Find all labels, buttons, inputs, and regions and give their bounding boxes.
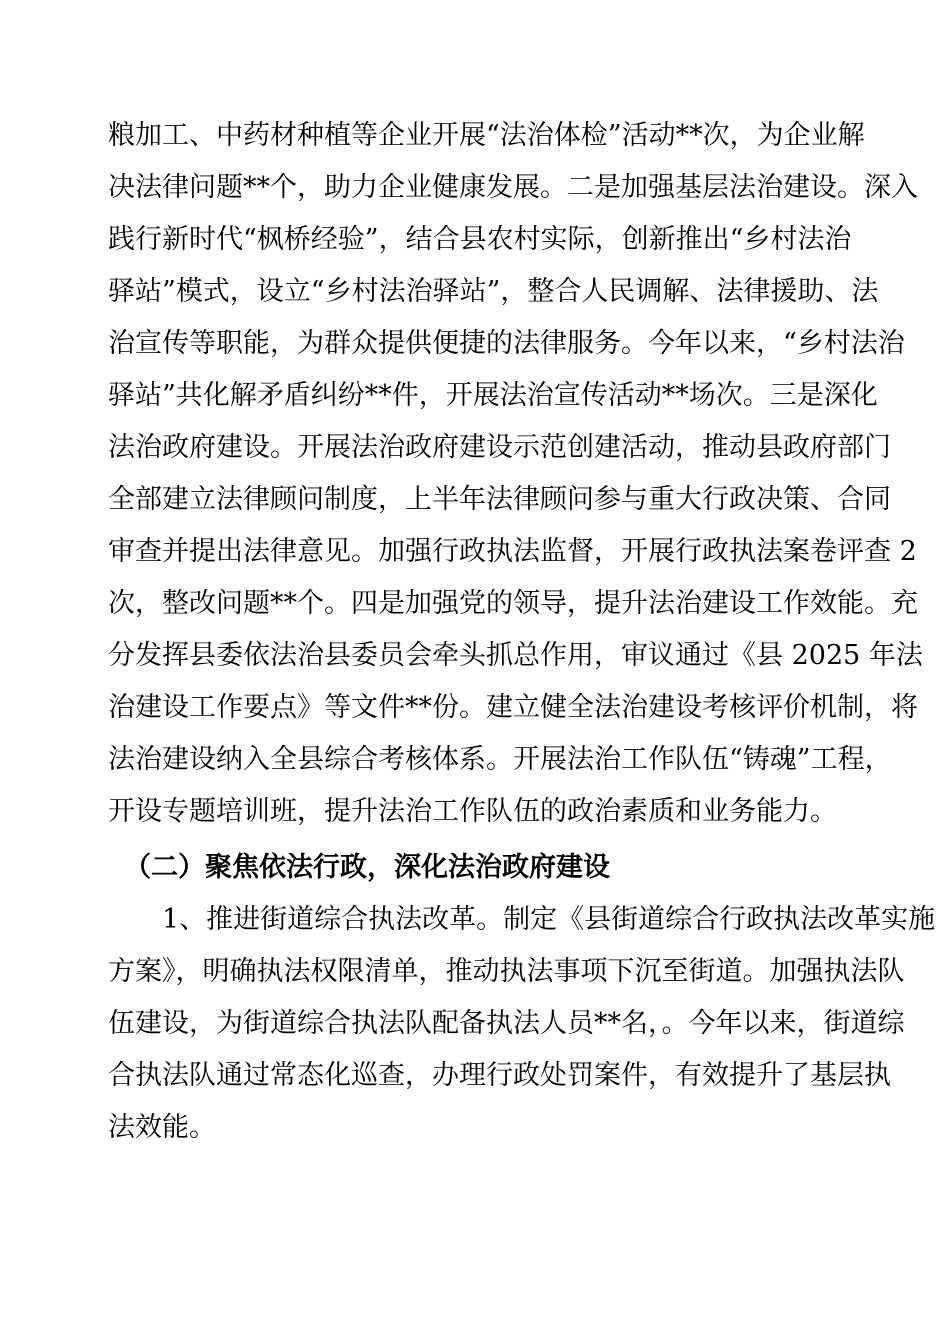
paragraph-1 xyxy=(108,110,923,838)
text-line: 法效能。 xyxy=(108,1112,216,1143)
text-line: 粮加工、中药材种植等企业开展“法治体检”活动**次，为企业解 xyxy=(108,120,865,151)
text-line: 开设专题培训班，提升法治工作队伍的政治素质和业务能力。 xyxy=(108,796,837,827)
text-line: 践行新时代“枫桥经验”，结合县农村实际，创新推出“乡村法治 xyxy=(108,224,852,255)
text-line: 审查并提出法律意见。加强行政执法监督，开展行政执法案卷评查 2 xyxy=(108,536,917,567)
text-line: 方案》，明确执法权限清单，推动执法事项下沉至街道。加强执法队 xyxy=(108,956,905,987)
text-line: 驿站”模式，设立“乡村法治驿站”，整合人民调解、法律援助、法 xyxy=(108,276,879,307)
text-line: 法治政府建设。开展法治政府建设示范创建活动，推动县政府部门 xyxy=(108,432,891,463)
text-line: 治建设工作要点》等文件**份。建立健全法治建设考核评价机制，将 xyxy=(108,692,918,723)
paragraph-2 xyxy=(108,894,936,1154)
text-line: 1、推进街道综合执法改革。制定《县街道综合行政执法改革实施 xyxy=(162,904,936,935)
text-line: 全部建立法律顾问制度，上半年法律顾问参与重大行政决策、合同 xyxy=(108,484,891,515)
text-line: 合执法队通过常态化巡查，办理行政处罚案件，有效提升了基层执 xyxy=(108,1060,891,1091)
text-line: 决法律问题**个，助力企业健康发展。二是加强基层法治建设。深入 xyxy=(108,172,918,203)
text-line: 次，整改问题**个。四是加强党的领导，提升法治建设工作效能。充 xyxy=(108,588,918,619)
text-line: 驿站”共化解矛盾纠纷**件，开展法治宣传活动**场次。三是深化 xyxy=(108,380,878,411)
text-line: 治宣传等职能，为群众提供便捷的法律服务。今年以来，“乡村法治 xyxy=(108,328,905,359)
document-body xyxy=(108,110,936,1154)
text-line: 法治建设纳入全县综合考核体系。开展法治工作队伍“铸魂”工程， xyxy=(108,744,892,775)
text-line: 分发挥县委依法治县委员会牵头抓总作用，审议通过《县 2025 年法 xyxy=(108,640,923,671)
section-heading: （二）聚焦依法行政，深化法治政府建设 xyxy=(124,852,610,883)
text-line: 伍建设，为街道综合执法队配备执法人员**名，。今年以来，街道综 xyxy=(108,1008,905,1039)
